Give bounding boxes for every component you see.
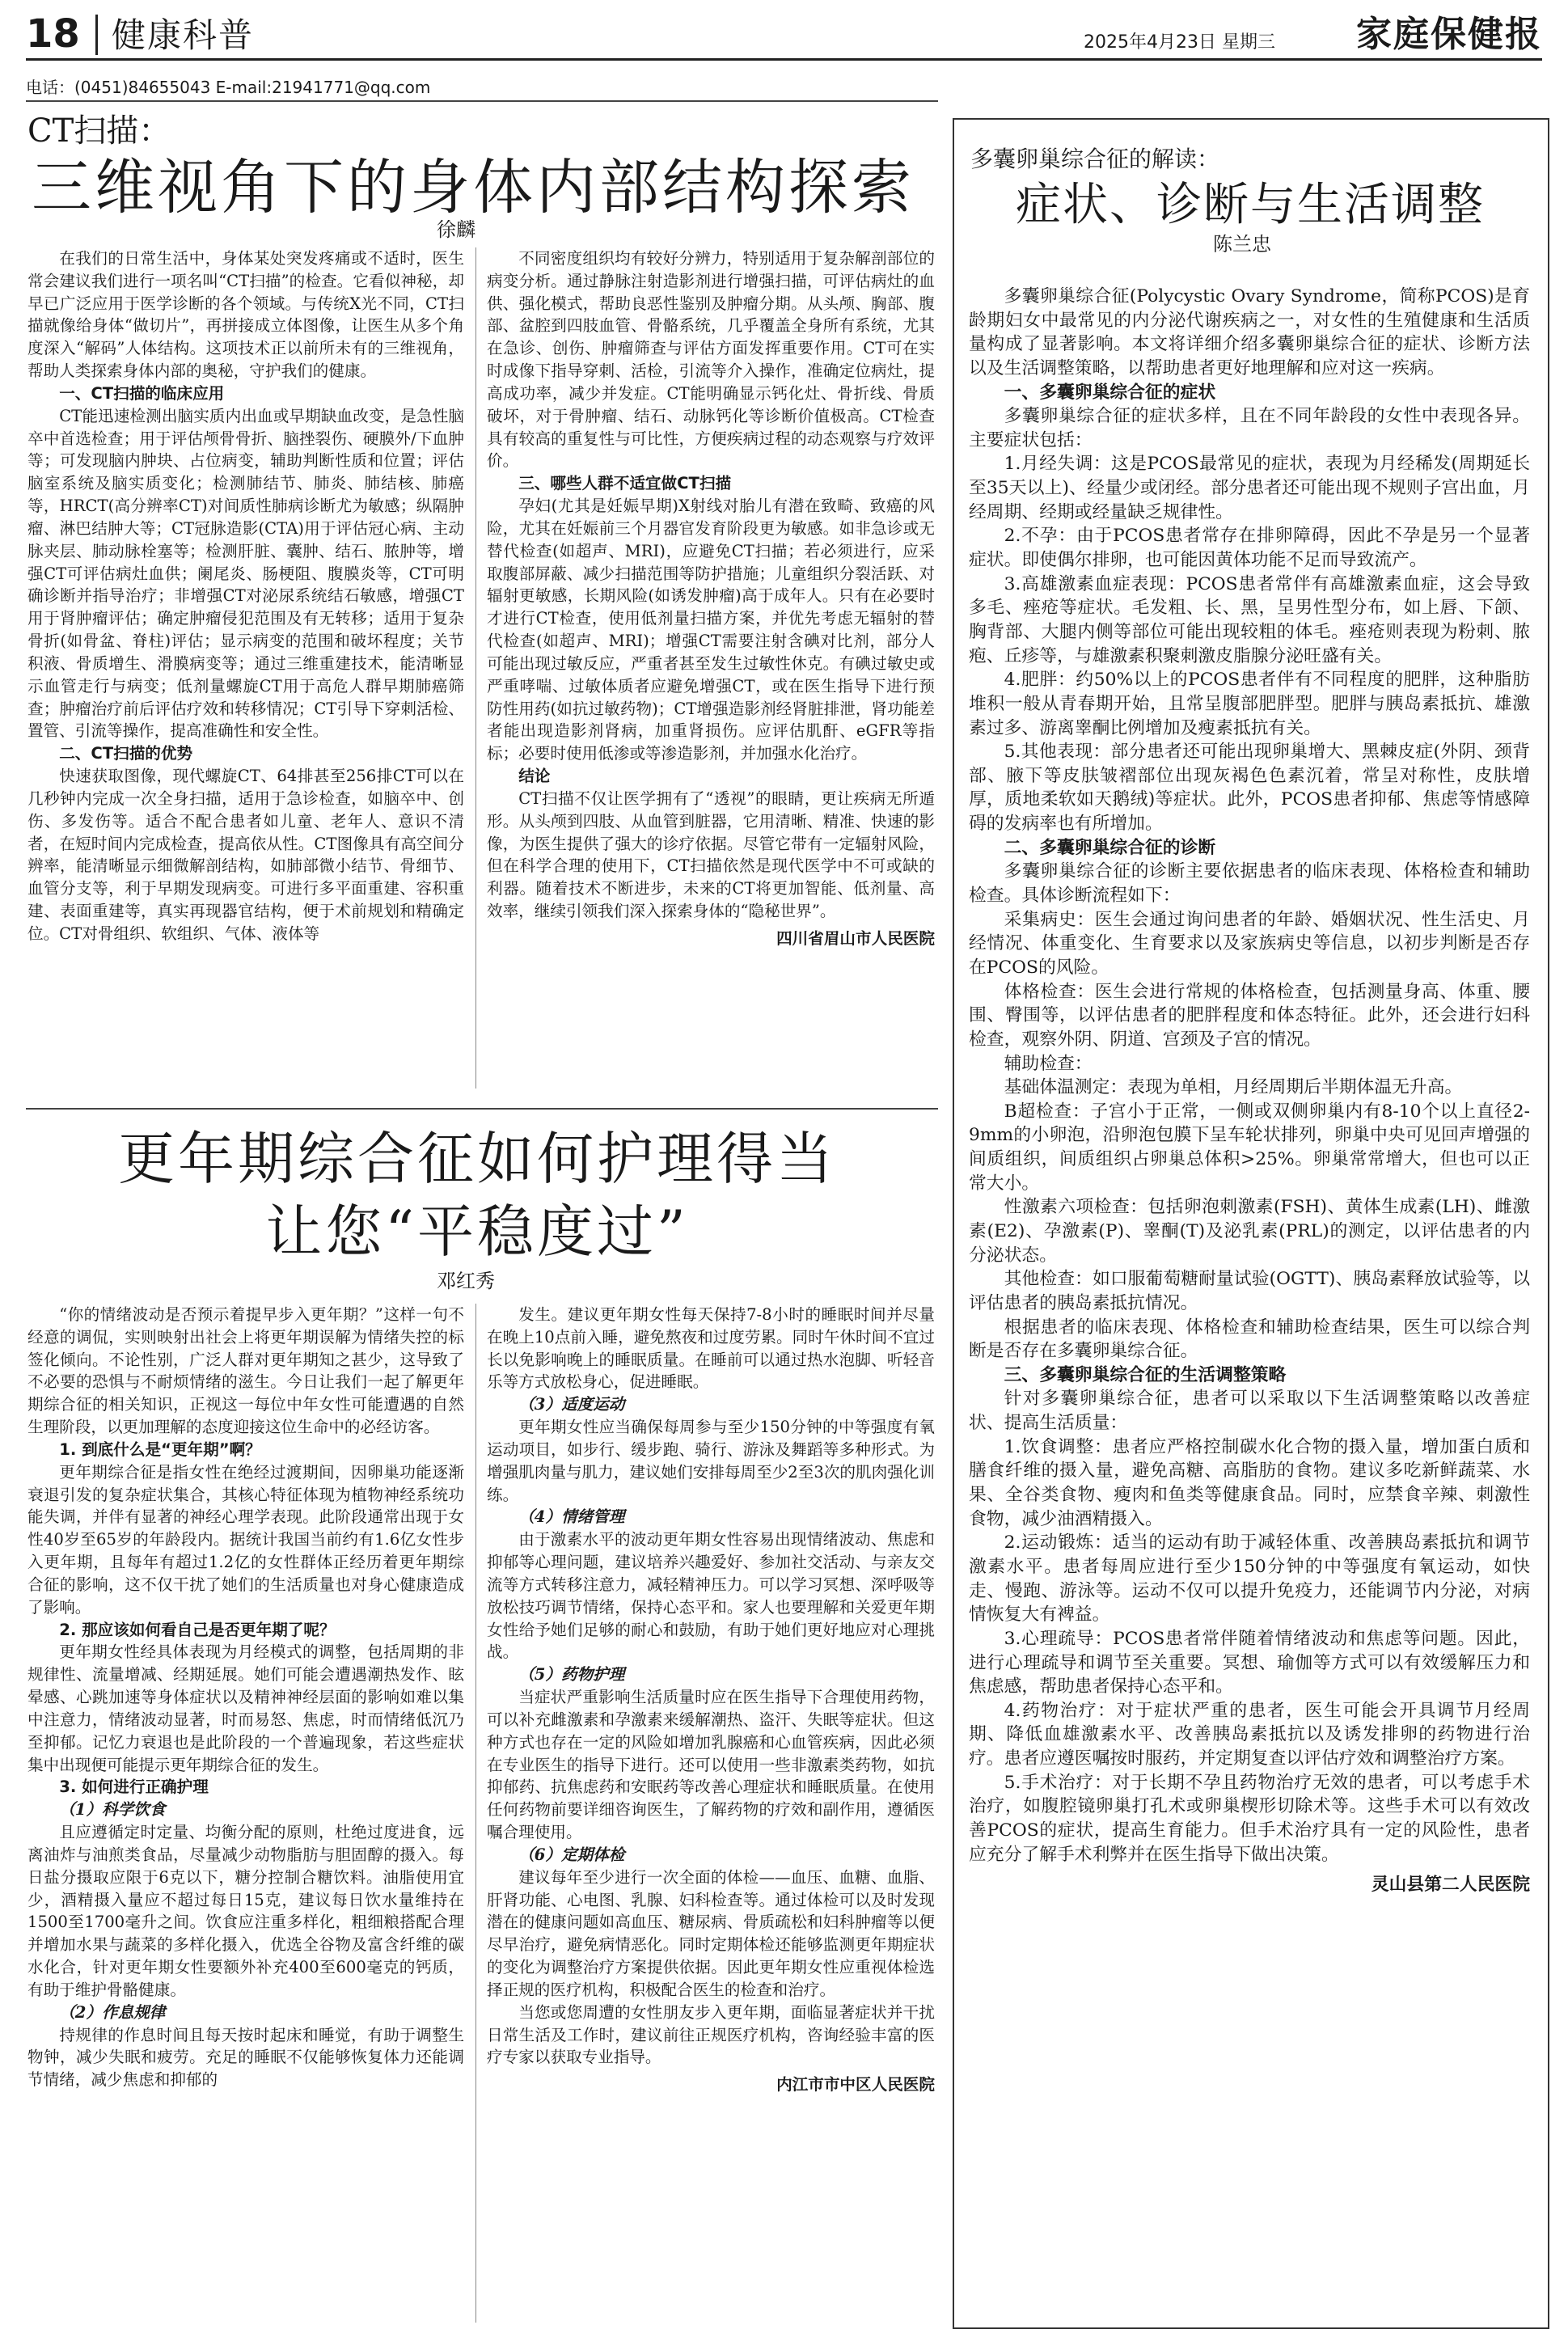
subsection-heading: （6）定期体检 [518,1845,625,1864]
section-heading: 二、CT扫描的优势 [59,744,193,763]
paragraph: 孕妇(尤其是妊娠早期)X射线对胎儿有潜在致畸、致癌的风险，尤其在妊娠前三个月器官发育阶段更为敏感。如非急诊或无替代检查(如超声、MRI)，应避免CT扫描；若必须进行，应采取腹部屏蔽、减少扫描范围等防护措施；儿童组织分裂活跃、对辐射更敏感，长期风险(如诱发肿瘤)高于成年人。只有在必要时才进行CT检查，使用低剂量扫描方案，并优先考虑无辐射的替代检查(如超声、MRI)；增强CT需要注射含碘对比剂，部分人可能出现过敏反应，严重者甚至发生过敏性休克。有碘过敏史或严重哮喘、过敏体质者应避免增强CT，或在医生指导下进行预防性用药(如抗过敏药物)；CT增强造影剂经肾脏排泄，肾功能差者能出现造影剂肾病，加重肾损伤。应评估肌酐、eGFR等指标；必要时使用低渗或等渗造影剂，并加强水化治疗。 [487,497,935,763]
section-heading: 三、哪些人群不适宜做CT扫描 [518,474,732,493]
paragraph: 不同密度组织均有较好分辨力，特别适用于复杂解剖部位的病变分析。通过静脉注射造影剂进行增强扫描，可评估病灶的血供、强化模式，帮助良恶性鉴别及肿瘤分期。从头颅、胸部、腹部、盆腔到四肢血管、骨骼系统，几乎覆盖全身所有系统，尤其在急诊、创伤、肿瘤筛查与评估方面发挥重要作用。CT可在实时成像下指导穿刺、活检，引流等介入操作，准确定位病灶，提高成功率，减少并发症。CT能明确显示钙化灶、骨折线、骨质破坏，对于骨肿瘤、结石、动脉钙化等诊断价值极高。CT检查具有较高的重复性与可比性，方便疾病过程的动态观察与疗效评价。 [487,249,935,471]
section-heading: 二、多囊卵巢综合征的诊断 [1004,837,1216,858]
article3-body [969,285,1530,1897]
paragraph: 其他检查：如口服葡萄糖耐量试验(OGTT)、胰岛素释放试验等，以评估患者的胰岛素抵抗情况。 [969,1269,1530,1313]
article1-kicker: CT扫描： [27,112,171,150]
paragraph: 采集病史：医生会通过询问患者的年龄、婚姻状况、性生活史、月经情况、体重变化、生育要求以及家族病史等信息，以初步判断是否存在PCOS的风险。 [969,909,1530,978]
article1-column-2 [487,247,935,1097]
subsection-heading: （5）药物护理 [518,1665,625,1685]
paragraph: B超检查：子宫小于正常，一侧或双侧卵巢内有8-10个以上直径2-9mm的小卵泡，沿卵泡包膜下呈车轮状排列，卵巢中央可见回声增强的间质组织，间质组织占卵巢总体积>25%。卵巢常常增大，但也可以正常大小。 [969,1101,1530,1194]
paragraph: 当症状严重影响生活质量时应在医生指导下合理使用药物，可以补充雌激素和孕激素来缓解潮热、盗汗、失眠等症状。但这种方式也存在一定的风险如增加乳腺癌和心血管疾病，因此必须在专业医生的指导下进行。还可以使用一些非激素类药物，如抗抑郁药、抗焦虑药和安眠药等改善心理症状和睡眠质量。在使用任何药物前要详细咨询医生，了解药物的疗效和副作用，遵循医嘱合理使用。 [487,1688,935,1842]
hospital-credit: 灵山县第二人民医院 [1371,1875,1530,1896]
paragraph: 5.手术治疗：对于长期不孕且药物治疗无效的患者，可以考虑手术治疗，如腹腔镜卵巢打孔术或卵巢楔形切除术等。这些手术可以有效改善PCOS的症状，提高生育能力。但手术治疗具有一定的风险性，患者应充分了解手术利弊并在医生指导下做出决策。 [969,1772,1530,1865]
section-heading: 一、多囊卵巢综合征的症状 [1004,382,1216,403]
paragraph: 建议每年至少进行一次全面的体检——血压、血糖、血脂、肝肾功能、心电图、乳腺、妇科检查等。通过体检可以及时发现潜在的健康问题如高血压、糖尿病、骨质疏松和妇科肿瘤等以便尽早治疗，避免病情恶化。同时定期体检还能够监测更年期症状的变化为调整治疗方案提供依据。因此更年期女性应重视体检选择正规的医疗机构，积极配合医生的检查和治疗。 [487,1867,935,1999]
section-heading: 结论 [518,767,551,786]
paragraph: 针对多囊卵巢综合征，患者可以采取以下生活调整策略以改善症状、提高生活质量： [969,1389,1530,1434]
section-heading: 1. 到底什么是“更年期”啊？ [59,1439,261,1459]
paragraph: 根据患者的临床表现、体格检查和辅助检查结果，医生可以综合判断是否存在多囊卵巢综合征。 [969,1317,1530,1362]
paragraph: 且应遵循定时定量、均衡分配的原则，杜绝过度进食，远离油炸与油煎类食品，尽量减少动物脂肪与胆固醇的摄入。每日盐分摄取应限于6克以下，糖分控制合糖饮料。油脂使用宜少，酒精摄入量应不超过每日15克，建议每日饮水量维持在1500至1700毫升之间。饮食应注重多样化，粗细粮搭配合理并增加水果与蔬菜的多样化摄入，优选全谷物及富含纤维的碳水化合，针对更年期女性要额外补充400至600毫克的钙质，有助于维护骨骼健康。 [27,1823,464,1999]
hospital-credit: 内江市市中区人民医院 [776,2075,935,2095]
article3-author: 陈兰忠 [1213,233,1271,256]
article2-title-line-2: 让您“平稳度过” [265,1198,689,1265]
paragraph: 辅助检查： [1004,1053,1093,1074]
paragraph: 发生。建议更年期女性每天保持7-8小时的睡眠时间并尽量在晚上10点前入睡，避免熬夜和过度劳累。同时午休时间不宜过长以免影响晚上的睡眠质量。在睡前可以通过热水泡脚、听轻音乐等方式放松身心，促进睡眠。 [487,1305,935,1392]
masthead [26,11,1542,61]
page-number: 18 [26,11,80,57]
column-rule [475,1304,476,2323]
paragraph: 5.其他表现：部分患者还可能出现卵巢增大、黑棘皮症(外阴、颈背部、腋下等皮肤皱褶部位出现灰褐色色素沉着，常呈对称性，皮肤增厚，质地柔软如天鹅绒)等症状。此外，PCOS患者抑郁、焦虑等情感障碍的发病率也有所增加。 [969,742,1530,835]
paragraph: 快速获取图像，现代螺旋CT、64排甚至256排CT可以在几秒钟内完成一次全身扫描，适用于急诊检查，如脑卒中、创伤、多发伤等。适合不配合患者如儿童、老年人、意识不清者，在短时间内完成检查，提高依从性。CT图像具有高空间分辨率，能清晰显示细微解剖结构，如肺部微小结节、骨细节、血管分支等，利于早期发现病变。可进行多平面重建、容积重建、表面重建等，真实再现器官结构，便于术前规划和精确定位。CT对骨组织、软组织、气体、液体等 [27,767,464,943]
paragraph: 更年期女性经具体表现为月经模式的调整，包括周期的非规律性、流量增减、经期延展。她们可能会遭遇潮热发作、眩晕感、心跳加速等身体症状以及精神神经层面的影响如难以集中注意力，情绪波动显著，时而易怒、焦虑，时而情绪低沉乃至抑郁。记忆力衰退也是此阶段的一个普遍现象，若这些症状集中出现便可能提示更年期综合征的发生。 [27,1642,464,1774]
article2-title-line-1: 更年期综合征如何护理得当 [118,1126,836,1192]
article1-author: 徐麟 [437,218,475,241]
paragraph: 体格检查：医生会进行常规的体格检查，包括测量身高、体重、腰围、臀围等，以评估患者的肥胖程度和体态特征。此外，还会进行妇科检查，观察外阴、阴道、宫颈及子宫的情况。 [969,981,1530,1050]
masthead-divider [95,15,98,55]
article2-author: 邓红秀 [437,1270,495,1292]
paragraph: 多囊卵巢综合征的诊断主要依据患者的临床表现、体格检查和辅助检查。具体诊断流程如下： [969,861,1530,907]
paragraph: 1.饮食调整：患者应严格控制碳水化合物的摄入量，增加蛋白质和膳食纤维的摄入量，避免高糖、高脂肪的食物。建议多吃新鲜蔬菜、水果、全谷类食物、瘦肉和鱼类等健康食品。同时，应禁食辛辣、刺激性食物，减少油酒精摄入。 [969,1436,1530,1529]
paragraph: “你的情绪波动是否预示着提早步入更年期？”这样一句不经意的调侃，实则映射出社会上将更年期误解为情绪失控的标签化倾向。不论性别，广泛人群对更年期知之甚少，这导致了不必要的恐惧与不耐烦情绪的滋生。今日让我们一起了解更年期综合征的相关知识，正视这一每位中年女性可能遭遇的自然生理阶段，以更加理解的态度迎接这位生命中的必经访客。 [27,1305,464,1437]
article1-title: 三维视角下的身体内部结构探索 [32,153,915,222]
paragraph: 更年期女性应当确保每周参与至少150分钟的中等强度有氧运动项目，如步行、缓步跑、骑行、游泳及舞蹈等多种形式。为增强肌肉量与肌力，建议她们安排每周至少2至3次的肌肉强化训练。 [487,1418,935,1504]
paragraph: 持规律的作息时间且每天按时起床和睡觉，有助于调整生物钟，减少失眠和疲劳。充足的睡眠不仅能够恢复体力还能调节情绪，减少焦虑和抑郁的 [27,2025,464,2090]
paragraph: 由于激素水平的波动更年期女性容易出现情绪波动、焦虑和抑郁等心理问题，建议培养兴趣爱好、参加社交活动、与亲友交流等方式转移注意力，减轻精神压力。可以学习冥想、深呼吸等放松技巧调节情绪，保持心态平和。家人也要理解和关爱更年期女性给予她们足够的耐心和鼓励，有助于她们更好地应对心理挑战。 [487,1530,935,1662]
section-heading: 3. 如何进行正确护理 [59,1778,209,1797]
article1-column-1 [27,247,464,1089]
paragraph: CT能迅速检测出脑实质内出血或早期缺血改变，是急性脑卒中首选检查；用于评估颅骨骨折、脑挫裂伤、硬膜外/下血肿等；可发现脑内肿块、占位病变，辅助判断性质和位置；评估脑室系统及脑实质变化；检测肺结节、肺炎、肺结核、肺癌等，HRCT(高分辨率CT)对间质性肺病诊断尤为敏感；纵隔肿瘤、淋巴结肿大等；CT冠脉造影(CTA)用于评估冠心病、主动脉夹层、肺动脉栓塞等；检测肝脏、囊肿、结石、脓肿等，增强CT可评估病灶血供；阑尾炎、肠梗阻、腹膜炎等，CT可明确诊断并指导治疗；非增强CT对泌尿系统结石敏感，增强CT用于肾肿瘤评估；确定肿瘤侵犯范围及有无转移；适用于复杂骨折(如骨盆、脊柱)评估；显示病变的范围和破坏程度；关节积液、骨质增生、滑膜病变等；通过三维重建技术，能清晰显示血管走行与病变；低剂量螺旋CT用于高危人群早期肺癌筛查；肿瘤治疗前后评估疗效和转移情况；CT引导下穿刺活检、置管、引流等操作，提高准确性和安全性。 [27,406,464,741]
paragraph: 性激素六项检查：包括卵泡刺激素(FSH)、黄体生成素(LH)、雌激素(E2)、孕激素(P)、睾酮(T)及泌乳素(PRL)的测定，以评估患者的内分泌状态。 [969,1197,1530,1266]
paragraph: 3.心理疏导：PCOS患者常伴随着情绪波动和焦虑等问题。因此，进行心理疏导和调节至关重要。冥想、瑜伽等方式可以有效缓解压力和焦虑感，帮助患者保持心态平和。 [969,1628,1530,1697]
article3-kicker: 多囊卵巢综合征的解读： [970,146,1220,172]
subsection-heading: （3）适度运动 [518,1395,625,1414]
article2-column-2 [487,1304,935,2331]
article2-title [73,1122,881,1268]
article2-column-1 [27,1304,464,2331]
paragraph: 2.不孕：由于PCOS患者常存在排卵障碍，因此不孕是另一个显著症状。即使偶尔排卵，也可能因黄体功能不足而导致流产。 [969,526,1530,571]
hospital-credit: 四川省眉山市人民医院 [776,928,935,948]
contact-line: 电话：(0451)84655043 E-mail:21941771@qq.com [26,78,431,97]
article-separator [26,1108,938,1110]
paragraph: 4.药物治疗：对于症状严重的患者，医生可能会开具调节月经周期、降低血雄激素水平、改善胰岛素抵抗以及诱发排卵的药物进行治疗。患者应遵医嘱按时服药，并定期复查以评估疗效和调整治疗方案。 [969,1700,1530,1769]
paragraph: 2.运动锻炼：适当的运动有助于减轻体重、改善胰岛素抵抗和调节激素水平。患者每周应进行至少150分钟的中等强度有氧运动，如快走、慢跑、游泳等。运动不仅可以提升免疫力，还能调节内分泌，对病情恢复大有裨益。 [969,1532,1530,1625]
subsection-heading: （2）作息规律 [59,2002,166,2022]
section-heading: 2. 那应该如何看自己是否更年期了呢？ [59,1620,336,1639]
subsection-heading: （1）科学饮食 [59,1800,166,1820]
issue-date: 2025年4月23日 星期三 [1084,32,1275,53]
column-name: 健康科普 [112,15,255,55]
paragraph: CT扫描不仅让医学拥有了“透视”的眼睛，更让疾病无所遁形。从头颅到四肢、从血管到脏器，它用清晰、精准、快速的影像，为医生提供了强大的诊疗依据。尽管它带有一定辐射风险，但在科学合理的使用下，CT扫描依然是现代医学中不可或缺的利器。随着技术不断进步，未来的CT将更加智能、低剂量、高效率，继续引领我们深入探索身体的“隐秘世界”。 [487,788,935,921]
paragraph: 多囊卵巢综合征(Polycystic Ovary Syndrome，简称PCOS)是育龄期妇女中最常见的内分泌代谢疾病之一，对女性的生殖健康和生活质量构成了显著影响。本文将详细介绍多囊卵巢综合征的症状、诊断方法以及生活调整策略，以帮助患者更好地理解和应对这一疾病。 [969,286,1530,378]
paragraph: 在我们的日常生活中，身体某处突发疼痛或不适时，医生常会建议我们进行一项名叫“CT扫描”的检查。它看似神秘，却早已广泛应用于医学诊断的各个领域。与传统X光不同，CT扫描就像给身体“做切片”，再拼接成立体图像，让医生从多个角度深入“解码”人体结构。这项技术正以前所未有的三维视角，帮助人类探索身体内部的奥秘，守护我们的健康。 [27,249,464,381]
column-rule [475,247,476,1089]
contact-rule [26,100,938,102]
paragraph: 多囊卵巢综合征的症状多样，且在不同年龄段的女性中表现各异。主要症状包括： [969,406,1530,450]
article3-title: 症状、诊断与生活调整 [1016,179,1485,231]
paragraph: 当您或您周遭的女性朋友步入更年期，面临显著症状并干扰日常生活及工作时，建议前往正规医疗机构，咨询经验丰富的医疗专家以获取专业指导。 [487,2002,935,2067]
paragraph: 1.月经失调：这是PCOS最常见的症状，表现为月经稀发(周期延长至35天以上)、经量少或闭经。部分患者还可能出现不规则子宫出血，月经周期、经期或经量缺乏规律性。 [969,454,1530,522]
subsection-heading: （4）情绪管理 [518,1507,625,1527]
section-heading: 一、CT扫描的临床应用 [59,383,225,403]
paragraph: 4.肥胖：约50%以上的PCOS患者伴有不同程度的肥胖，这种脂肪堆积一般从青春期开始，且常呈腹部肥胖型。肥胖与胰岛素抵抗、雄激素过多、游离睾酮比例增加及瘦素抵抗有关。 [969,670,1530,738]
section-heading: 三、多囊卵巢综合征的生活调整策略 [1004,1364,1287,1385]
newspaper-name: 家庭保健报 [1356,14,1542,55]
paragraph: 基础体温测定：表现为单相，月经周期后半期体温无升高。 [1004,1077,1463,1098]
paragraph: 3.高雄激素血症表现：PCOS患者常伴有高雄激素血症，这会导致多毛、痤疮等症状。毛发粗、长、黑，呈男性型分布，如上唇、下颌、胸背部、大腿内侧等部位可能出现较粗的体毛。痤疮则表现为粉刺、脓疱、丘疹等，与雄激素积聚刺激皮脂腺分泌旺盛有关。 [969,573,1530,666]
paragraph: 更年期综合征是指女性在绝经过渡期间，因卵巢功能逐渐衰退引发的复杂症状集合，其核心特征体现为植物神经系统功能失调，并伴有显著的神经心理学表现。此阶段通常出现于女性40岁至65岁的年龄段内。据统计我国当前约有1.6亿女性步入更年期，且每年有超过1.2亿的女性群体正经历着更年期综合征的影响，这不仅干扰了她们的生活质量也对身心健康造成了影响。 [27,1462,464,1617]
